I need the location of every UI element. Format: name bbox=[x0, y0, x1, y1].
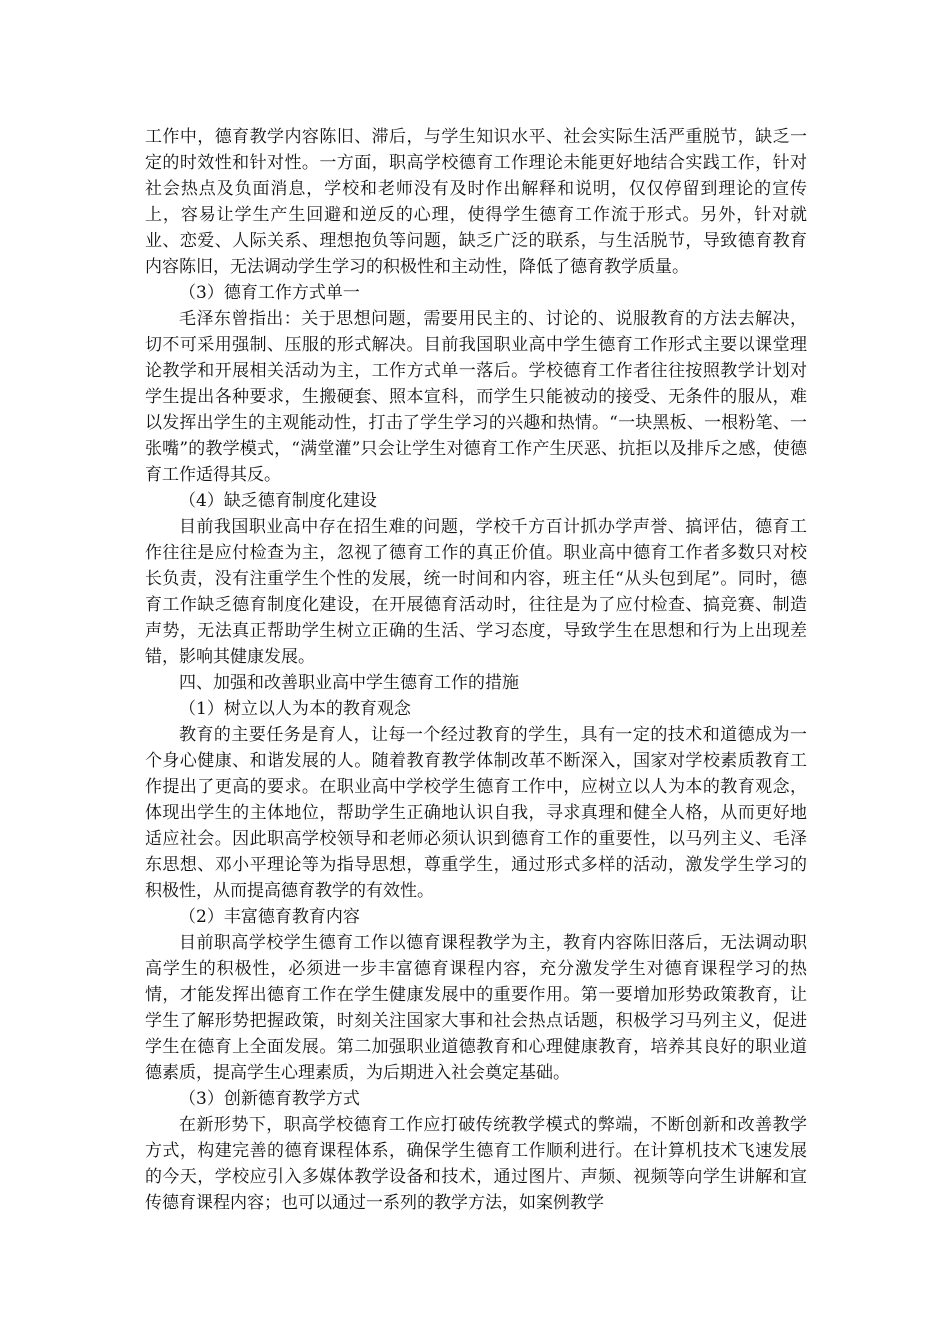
section-heading-measures: 四、加强和改善职业高中学生德育工作的措施 bbox=[179, 673, 519, 693]
subheading-institutional-construction: （4）缺乏德育制度化建设 bbox=[179, 491, 377, 511]
subheading-enrich-content: （2）丰富德育教育内容 bbox=[179, 907, 360, 927]
subheading-people-oriented: （1）树立以人为本的教育观念 bbox=[179, 699, 411, 719]
paragraph-innovate-method: 在新形势下，职高学校德育工作应打破传统教学模式的弊端，不断创新和改善教学方式，构建完善的德育课程体系，确保学生德育工作顺利进行。在计算机技术飞速发展的今天，学校应引入多媒体教学设备和技术，通过图片、声频、视频等向学生讲解和宣传德育课程内容；也可以通过一系列的教学方法，如案例教学 bbox=[145, 1115, 807, 1213]
document-page bbox=[145, 124, 807, 1216]
subheading-teaching-method-single: （3）德育工作方式单一 bbox=[179, 283, 360, 303]
paragraph-intro: 工作中，德育教学内容陈旧、滞后，与学生知识水平、社会实际生活严重脱节，缺乏一定的时效性和针对性。一方面，职高学校德育工作理论未能更好地结合实践工作，针对社会热点及负面消息，学校和老师没有及时作出解释和说明，仅仅停留到理论的宣传上，容易让学生产生回避和逆反的心理，使得学生德育工作流于形式。另外，针对就业、恋爱、人际关系、理想抱负等问题，缺乏广泛的联系，与生活脱节，导致德育教育内容陈旧，无法调动学生学习的积极性和主动性，降低了德育教学质量。 bbox=[145, 127, 807, 277]
paragraph-enrich-content: 目前职高学校学生德育工作以德育课程教学为主，教育内容陈旧落后，无法调动职高学生的积极性，必须进一步丰富德育课程内容，充分激发学生对德育课程学习的热情，才能发挥出德育工作在学生健康发展中的重要作用。第一要增加形势政策教育，让学生了解形势把握政策，时刻关注国家大事和社会热点话题，积极学习马列主义，促进学生在德育上全面发展。第二加强职业道德教育和心理健康教育，培养其良好的职业道德素质，提高学生心理素质，为后期进入社会奠定基础。 bbox=[145, 933, 807, 1083]
subheading-innovate-method: （3）创新德育教学方式 bbox=[179, 1089, 360, 1109]
paragraph-teaching-method-single: 毛泽东曾指出：关于思想问题，需要用民主的、讨论的、说服教育的方法去解决，切不可采用强制、压服的形式解决。目前我国职业高中学生德育工作形式主要以课堂理论教学和开展相关活动为主，工作方式单一落后。学校德育工作者往往按照教学计划对学生提出各种要求，生搬硬套、照本宣科，而学生只能被动的接受、无条件的服从，难以发挥出学生的主观能动性，打击了学生学习的兴趣和热情。“一块黑板、一根粉笔、一张嘴”的教学模式，“满堂灌”只会让学生对德育工作产生厌恶、抗拒以及排斥之感，使德育工作适得其反。 bbox=[145, 309, 807, 485]
paragraph-institutional-construction: 目前我国职业高中存在招生难的问题，学校千方百计抓办学声誉、搞评估，德育工作往往是应付检查为主，忽视了德育工作的真正价值。职业高中德育工作者多数只对校长负责，没有注重学生个性的发展，统一时间和内容，班主任“从头包到尾”。同时，德育工作缺乏德育制度化建设，在开展德育活动时，往往是为了应付检查、搞竞赛、制造声势，无法真正帮助学生树立正确的生活、学习态度，导致学生在思想和行为上出现差错，影响其健康发展。 bbox=[145, 517, 807, 667]
paragraph-people-oriented: 教育的主要任务是育人，让每一个经过教育的学生，具有一定的技术和道德成为一个身心健康、和谐发展的人。随着教育教学体制改革不断深入，国家对学校素质教育工作提出了更高的要求。在职业高中学校学生德育工作中，应树立以人为本的教育观念，体现出学生的主体地位，帮助学生正确地认识自我，寻求真理和健全人格，从而更好地适应社会。因此职高学校领导和老师必须认识到德育工作的重要性，以马列主义、毛泽东思想、邓小平理论等为指导思想，尊重学生，通过形式多样的活动，激发学生学习的积极性，从而提高德育教学的有效性。 bbox=[145, 725, 807, 901]
